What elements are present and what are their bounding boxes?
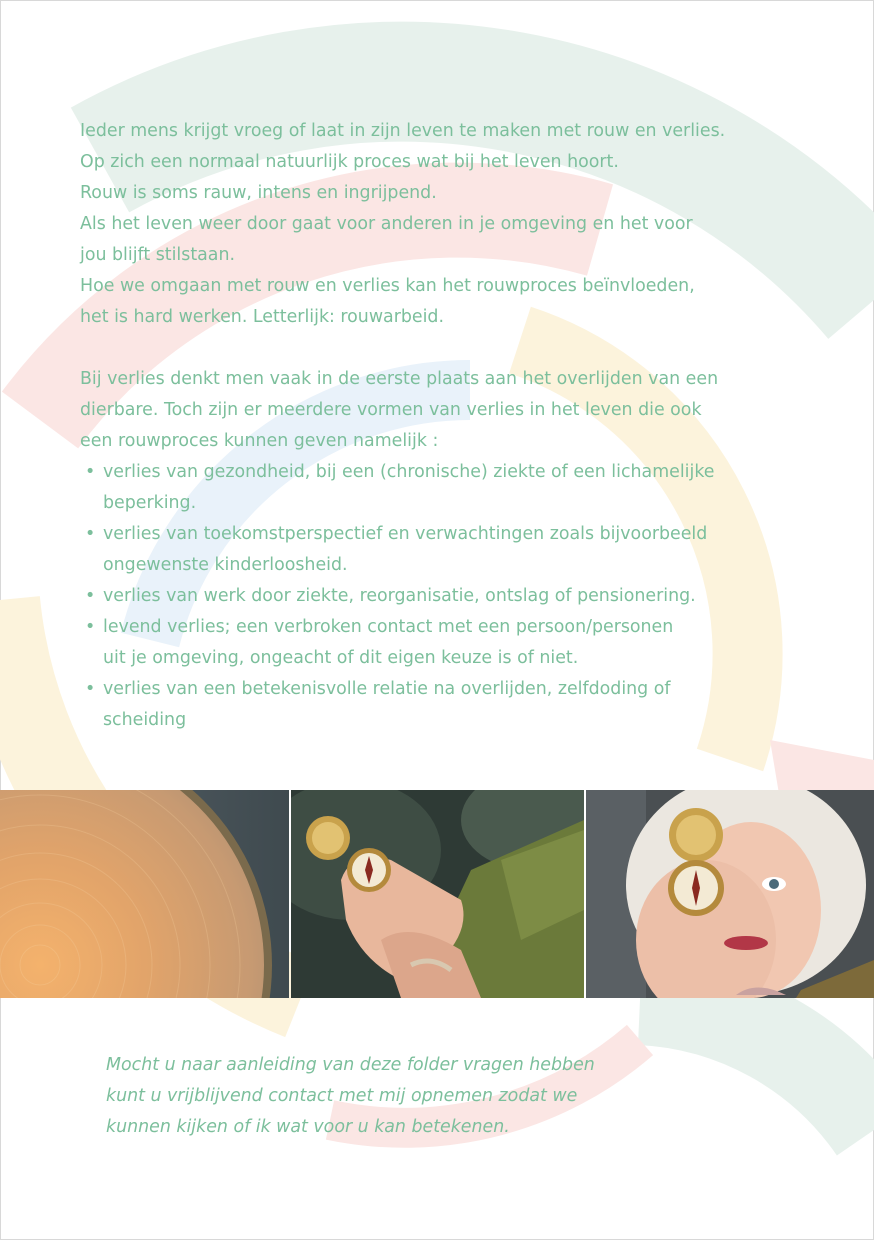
hands-holding-compass-photo bbox=[291, 790, 584, 998]
list-item bbox=[80, 612, 800, 674]
text-line: Mocht u naar aanleiding van deze folder vragen hebben bbox=[106, 1055, 595, 1075]
text-line: een rouwproces kunnen geven namelijk : bbox=[80, 431, 439, 451]
compass-lid-closeup-photo bbox=[0, 790, 289, 998]
intro-text bbox=[80, 116, 800, 736]
list-item bbox=[80, 674, 800, 736]
list-item-line: verlies van toekomstperspectief en verwachtingen zoals bijvoorbeeld bbox=[103, 524, 708, 544]
loss-forms-list bbox=[80, 457, 800, 736]
list-item-line: verlies van gezondheid, bij een (chronische) ziekte of een lichamelijke bbox=[103, 462, 715, 482]
text-line: het is hard werken. Letterlijk: rouwarbeid. bbox=[80, 307, 444, 327]
text-line: kunt u vrijblijvend contact met mij opnemen zodat we bbox=[106, 1086, 578, 1106]
photo-strip bbox=[0, 790, 874, 998]
closing-text bbox=[106, 1050, 726, 1143]
text-line: Als het leven weer door gaat voor anderen in je omgeving en het voor bbox=[80, 214, 693, 234]
text-line: dierbare. Toch zijn er meerdere vormen van verlies in het leven die ook bbox=[80, 400, 702, 420]
list-item bbox=[80, 581, 800, 612]
list-item bbox=[80, 519, 800, 581]
woman-with-compass-photo bbox=[586, 790, 874, 998]
list-item-line: levend verlies; een verbroken contact met een persoon/personen bbox=[103, 617, 674, 637]
intro-paragraph bbox=[80, 116, 800, 333]
text-line: jou blijft stilstaan. bbox=[80, 245, 236, 265]
list-item bbox=[80, 457, 800, 519]
closing-paragraph bbox=[106, 1050, 726, 1143]
text-line: Ieder mens krijgt vroeg of laat in zijn leven te maken met rouw en verlies. bbox=[80, 121, 726, 141]
text-line: Rouw is soms rauw, intens en ingrijpend. bbox=[80, 183, 437, 203]
list-item-line: uit je omgeving, ongeacht of dit eigen keuze is of niet. bbox=[103, 648, 579, 668]
text-line: Bij verlies denkt men vaak in de eerste plaats aan het overlijden van een bbox=[80, 369, 719, 389]
list-item-line: ongewenste kinderloosheid. bbox=[103, 555, 348, 575]
loss-forms-paragraph bbox=[80, 364, 800, 457]
text-line: kunnen kijken of ik wat voor u kan betekenen. bbox=[106, 1117, 510, 1137]
list-item-line: verlies van werk door ziekte, reorganisatie, ontslag of pensionering. bbox=[103, 586, 696, 606]
list-item-line: scheiding bbox=[103, 710, 187, 730]
list-item-line: beperking. bbox=[103, 493, 197, 513]
text-line: Hoe we omgaan met rouw en verlies kan het rouwproces beïnvloeden, bbox=[80, 276, 695, 296]
list-item-line: verlies van een betekenisvolle relatie na overlijden, zelfdoding of bbox=[103, 679, 671, 699]
text-line: Op zich een normaal natuurlijk proces wat bij het leven hoort. bbox=[80, 152, 619, 172]
